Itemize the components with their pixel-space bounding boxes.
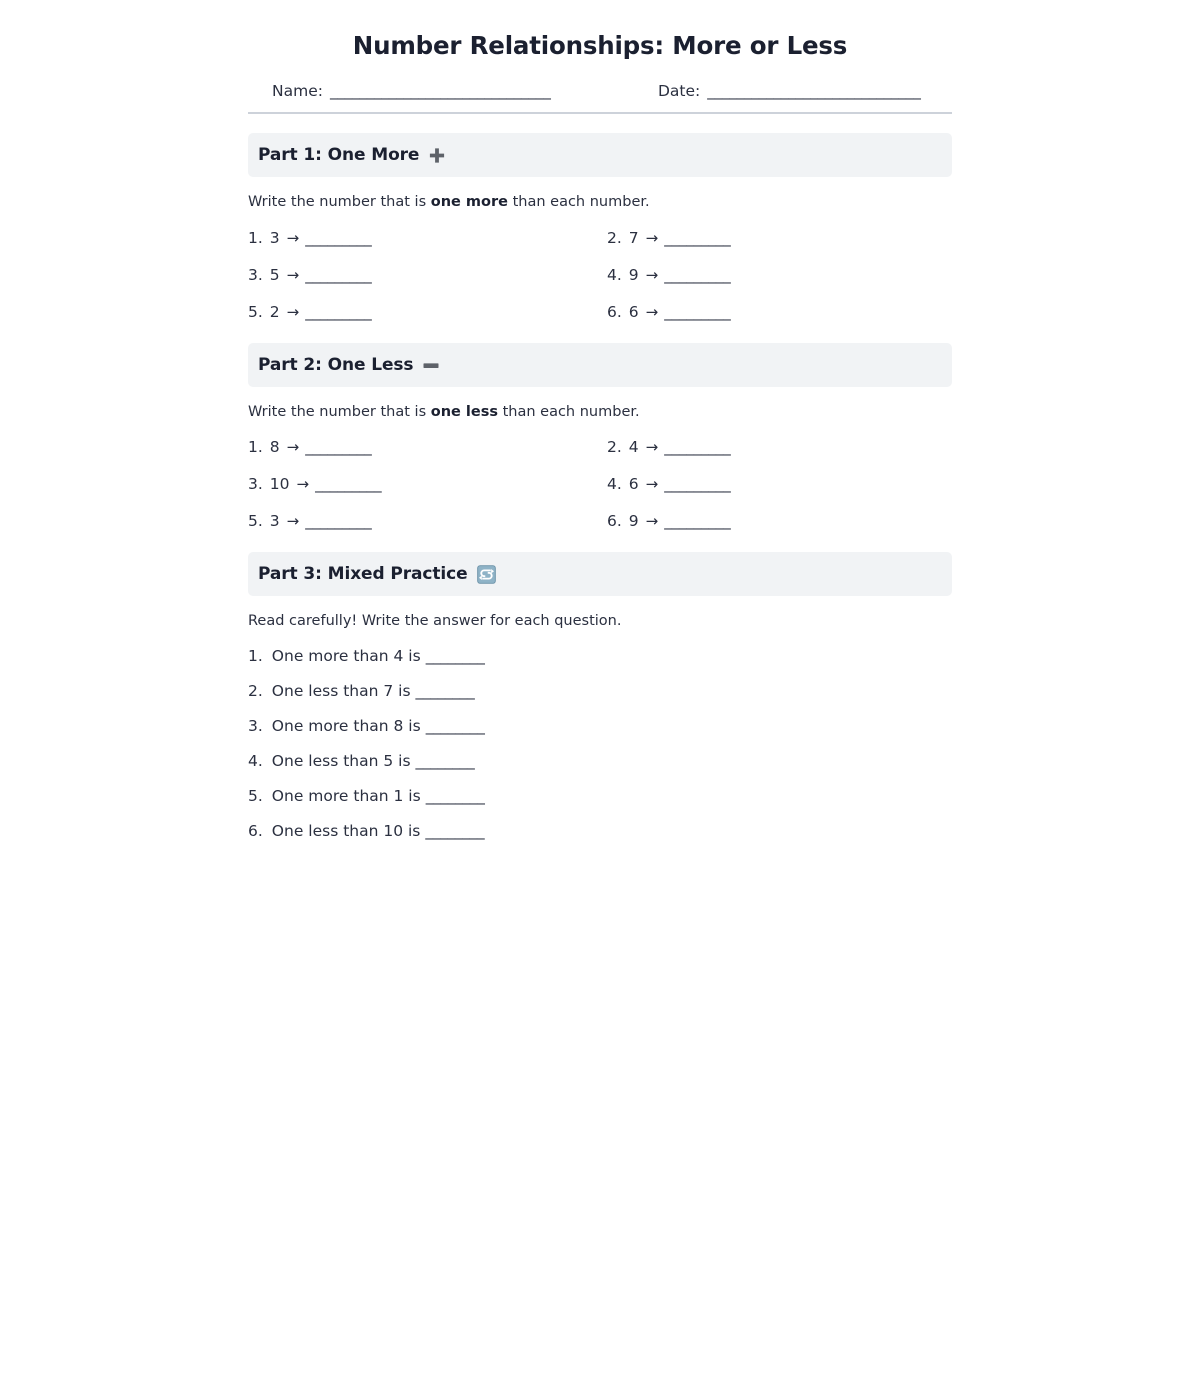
problem-item[interactable] xyxy=(607,229,952,247)
problem-value: 6 xyxy=(628,474,639,493)
problem-item[interactable] xyxy=(248,266,607,284)
problem-value: 4 xyxy=(628,437,639,456)
arrow-icon: → xyxy=(286,228,300,247)
question-number: 6. xyxy=(248,822,263,841)
instruction-part2-emphasis: one less xyxy=(430,403,498,420)
plus-icon xyxy=(428,147,446,165)
instruction-part2-suffix: than each number. xyxy=(497,403,640,420)
problem-grid-part1 xyxy=(248,229,952,321)
problem-value: 5 xyxy=(269,265,280,284)
problem-number: 2. xyxy=(607,437,622,456)
instruction-part2-prefix: Write the number that is xyxy=(248,403,431,420)
arrow-icon: → xyxy=(296,474,310,493)
name-label: Name: xyxy=(272,82,323,101)
arrow-icon: → xyxy=(286,511,300,530)
question-list-part3 xyxy=(248,647,952,840)
arrow-icon: → xyxy=(645,437,659,456)
instruction-part1-suffix: than each number. xyxy=(507,194,650,211)
minus-icon xyxy=(422,357,440,375)
problem-value: 10 xyxy=(269,474,290,493)
question-number: 3. xyxy=(248,717,263,736)
arrow-icon: → xyxy=(645,511,659,530)
answer-blank[interactable]: ________ xyxy=(415,752,475,771)
question-number: 1. xyxy=(248,647,263,666)
problem-number: 4. xyxy=(607,265,622,284)
problem-item[interactable] xyxy=(607,475,952,493)
list-item[interactable] xyxy=(248,717,952,735)
list-item[interactable] xyxy=(248,647,952,665)
problem-value: 3 xyxy=(269,511,280,530)
arrow-icon: → xyxy=(645,474,659,493)
answer-blank[interactable]: _________ xyxy=(305,302,372,321)
instruction-part3: Read carefully! Write the answer for each question. xyxy=(248,612,622,629)
question-text: One less than 10 is xyxy=(271,822,421,841)
problem-value: 8 xyxy=(269,437,280,456)
problem-item[interactable] xyxy=(607,303,952,321)
question-text: One less than 5 is xyxy=(271,752,411,771)
problem-value: 3 xyxy=(269,228,280,247)
date-write-line: _____________________________ xyxy=(707,82,921,101)
instruction-part1-prefix: Write the number that is xyxy=(248,194,431,211)
header-divider xyxy=(248,112,952,114)
list-item[interactable] xyxy=(248,787,952,805)
answer-blank[interactable]: _________ xyxy=(305,437,372,456)
question-number: 5. xyxy=(248,787,263,806)
answer-blank[interactable]: _________ xyxy=(664,437,731,456)
list-item[interactable] xyxy=(248,682,952,700)
problem-number: 1. xyxy=(248,437,263,456)
problem-item[interactable] xyxy=(607,438,952,456)
problem-item[interactable] xyxy=(607,512,952,530)
problem-number: 6. xyxy=(607,302,622,321)
section-header-part3 xyxy=(248,552,952,596)
answer-blank[interactable]: ________ xyxy=(425,787,485,806)
answer-blank[interactable]: ________ xyxy=(425,822,485,841)
section-title-part3: Part 3: Mixed Practice xyxy=(258,563,468,584)
question-number: 2. xyxy=(248,682,263,701)
answer-blank[interactable]: _________ xyxy=(664,474,731,493)
question-text: One more than 1 is xyxy=(271,787,421,806)
answer-blank[interactable]: _________ xyxy=(315,474,382,493)
name-write-line: ______________________________ xyxy=(329,82,551,101)
answer-blank[interactable]: _________ xyxy=(664,265,731,284)
section-title-part1: Part 1: One More xyxy=(258,145,420,166)
answer-blank[interactable]: ________ xyxy=(425,647,485,666)
problem-value: 6 xyxy=(628,302,639,321)
worksheet-content xyxy=(248,0,952,840)
answer-blank[interactable]: _________ xyxy=(664,302,731,321)
problem-number: 2. xyxy=(607,228,622,247)
list-item[interactable] xyxy=(248,822,952,840)
problem-item[interactable] xyxy=(248,475,607,493)
problem-item[interactable] xyxy=(248,438,607,456)
problem-number: 5. xyxy=(248,302,263,321)
problem-grid-part2 xyxy=(248,438,952,530)
answer-blank[interactable]: _________ xyxy=(305,511,372,530)
name-field[interactable] xyxy=(248,82,628,100)
question-number: 4. xyxy=(248,752,263,771)
problem-number: 6. xyxy=(607,511,622,530)
arrow-icon: → xyxy=(286,265,300,284)
problem-value: 7 xyxy=(628,228,639,247)
page-title: Number Relationships: More or Less xyxy=(352,31,848,60)
cycle-arrows-icon xyxy=(477,565,496,584)
arrow-icon: → xyxy=(286,302,300,321)
date-label: Date: xyxy=(658,82,701,101)
section-header-part1 xyxy=(248,133,952,177)
instruction-part1 xyxy=(248,192,952,212)
question-text: One more than 8 is xyxy=(271,717,421,736)
student-info-row xyxy=(248,82,952,100)
problem-number: 1. xyxy=(248,228,263,247)
arrow-icon: → xyxy=(286,437,300,456)
problem-number: 3. xyxy=(248,265,263,284)
question-text: One less than 7 is xyxy=(271,682,411,701)
problem-value: 2 xyxy=(269,302,280,321)
instruction-part1-emphasis: one more xyxy=(430,194,508,211)
answer-blank[interactable]: _________ xyxy=(305,228,372,247)
answer-blank[interactable]: _________ xyxy=(664,228,731,247)
problem-item[interactable] xyxy=(248,229,607,247)
problem-number: 3. xyxy=(248,474,263,493)
problem-number: 5. xyxy=(248,511,263,530)
answer-blank[interactable]: _________ xyxy=(305,265,372,284)
answer-blank[interactable]: _________ xyxy=(664,511,731,530)
problem-item[interactable] xyxy=(607,266,952,284)
section-title-part2: Part 2: One Less xyxy=(258,354,414,375)
problem-item[interactable] xyxy=(248,303,607,321)
problem-value: 9 xyxy=(628,265,639,284)
instruction-part2 xyxy=(248,402,952,422)
list-item[interactable] xyxy=(248,752,952,770)
problem-value: 9 xyxy=(628,511,639,530)
date-field[interactable] xyxy=(628,82,920,100)
answer-blank[interactable]: ________ xyxy=(425,717,485,736)
problem-number: 4. xyxy=(607,474,622,493)
arrow-icon: → xyxy=(645,228,659,247)
section-header-part2 xyxy=(248,343,952,387)
question-text: One more than 4 is xyxy=(271,647,421,666)
arrow-icon: → xyxy=(645,265,659,284)
problem-item[interactable] xyxy=(248,512,607,530)
answer-blank[interactable]: ________ xyxy=(415,682,475,701)
arrow-icon: → xyxy=(645,302,659,321)
